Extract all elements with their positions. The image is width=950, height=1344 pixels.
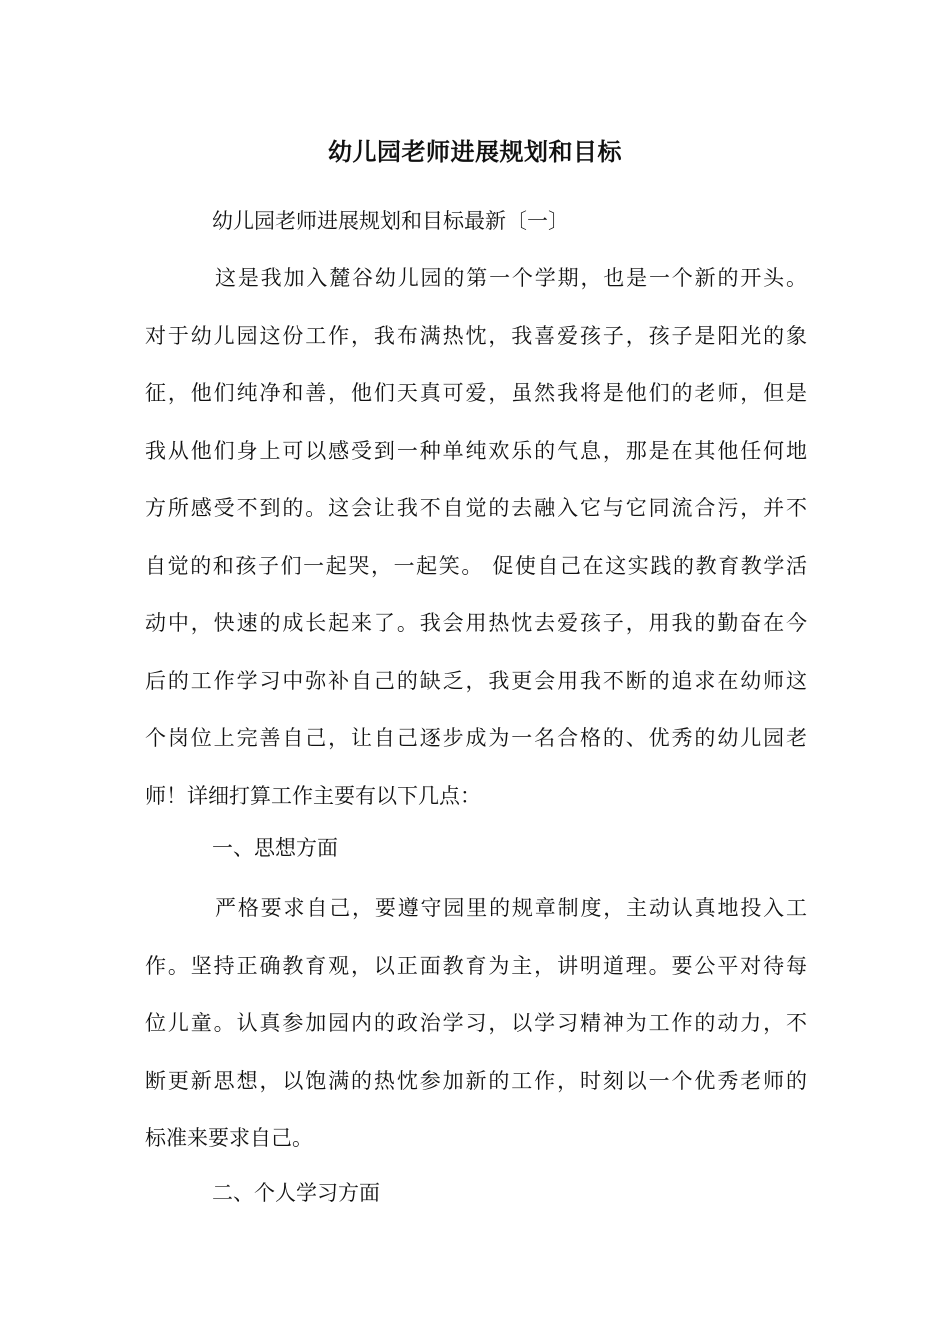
paragraph-line: 对于幼儿园这份工作，我布满热忱，我喜爱孩子，孩子是阳光的象 [145,323,807,348]
section-heading-study: 二、个人学习方面 [212,1181,380,1205]
paragraph-intro [145,250,807,825]
paragraph-line: 征，他们纯净和善，他们天真可爱，虽然我将是他们的老师，但是 [145,381,807,405]
paragraph-line: 标准来要求自己。 [145,1126,313,1150]
document-subtitle: 幼儿园老师进展规划和目标最新〔一〕 [212,209,569,233]
paragraph-line: 作。坚持正确教育观，以正面教育为主，讲明道理。要公平对待每 [145,953,807,978]
paragraph-thought [145,880,807,1168]
paragraph-line: 方所感受不到的。这会让我不自觉的去融入它与它同流合污，并不 [145,496,807,520]
paragraph-line: 自觉的和孩子们一起哭，一起笑。 促使自己在这实践的教育教学活 [145,553,807,578]
paragraph-line: 后的工作学习中弥补自己的缺乏，我更会用我不断的追求在幼师这 [145,668,807,693]
paragraph-line: 严格要求自己，要遵守园里的规章制度，主动认真地投入工 [215,896,807,920]
paragraph-line: 位儿童。认真参加园内的政治学习，以学习精神为工作的动力，不 [145,1011,807,1035]
paragraph-line: 个岗位上完善自己，让自己逐步成为一名合格的、优秀的幼儿园老 [145,726,807,750]
paragraph-line: 断更新思想，以饱满的热忱参加新的工作，时刻以一个优秀老师的 [145,1068,807,1093]
paragraph-line: 我从他们身上可以感受到一种单纯欢乐的气息，那是在其他任何地 [145,438,807,463]
paragraph-line: 师！详细打算工作主要有以下几点： [145,783,481,808]
paragraph-line: 动中，快速的成长起来了。我会用热忱去爱孩子，用我的勤奋在今 [145,611,807,635]
section-heading-thought: 一、思想方面 [212,836,338,860]
document-title: 幼儿园老师进展规划和目标 [328,137,622,166]
paragraph-line: 这是我加入麓谷幼儿园的第一个学期，也是一个新的开头。 [215,266,807,290]
